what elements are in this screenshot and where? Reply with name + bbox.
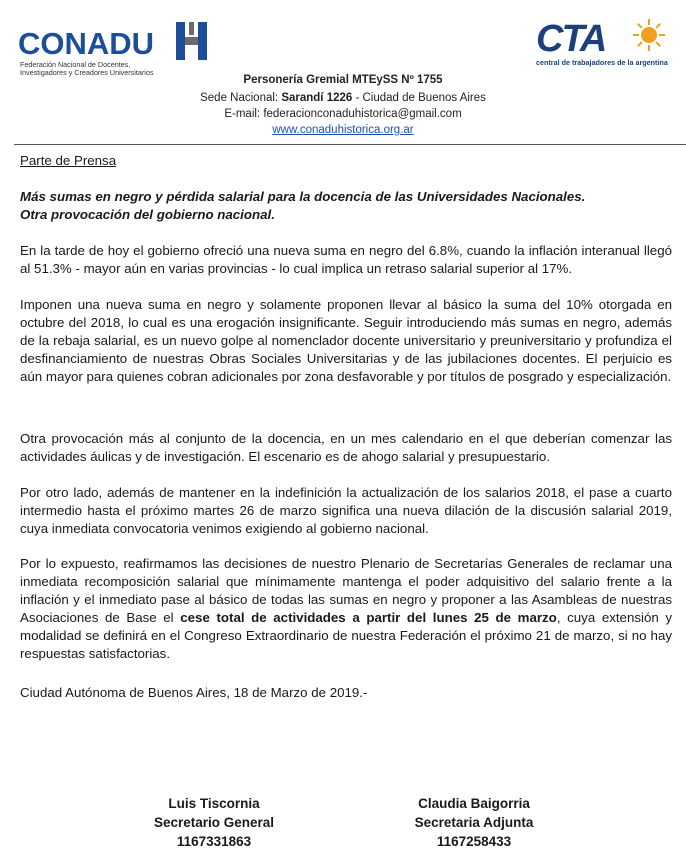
conadu-logo [18,18,218,78]
union-registration: Personería Gremial MTEySS Nº 1755 [243,74,443,86]
paragraph-1: En la tarde de hoy el gobierno ofreció una nueva suma en negro del 6.8%, cuando la inflación interanual llegó al 51.3% - mayor aún en varias provincias - lo cual implica un retraso salarial superior al 17%. [20,243,672,276]
press-title: Más sumas en negro y pérdida salarial para la docencia de las Universidades Nacionales. Otra provocación del gobierno nacional. [20,189,586,222]
paragraph-5: Por lo expuesto, reafirmamos las decisiones de nuestro Plenario de Secretarías Generales de reclamar una inmediata recomposición salarial que mínimamente mantenga el poder adquisitivo del salario frente a la inflación y el inmediato pase al básico de todas las sumas en negro y proponer a las Asambleas de nuestras Asociaciones de Base el cese total de actividades a partir del lunes 25 de marzo, cuya extensión y modalidad se definirá en el Congreso Extraordinario de nuestra Federación el próximo 21 de marzo, si no hay respuestas satisfactorias. [20,556,673,661]
conadu-h-emblem [176,22,210,60]
paragraph-4: Por otro lado, además de mantener en la indefinición la actualización de los salarios 2018, el pase a cuarto intermedio hasta el próximo martes 26 de marzo significa una nueva dilación de la discusión salarial 2019, cuya inmediata convocatoria venimos exigiendo al gobierno nacional. [20,485,672,536]
conadu-wordmark: CONADU [18,26,155,61]
cta-wordmark: CTA [536,18,606,60]
signature-block-right [384,794,564,851]
cta-subtitle: central de trabajadores de la argentina [536,58,668,67]
signature-block-left [124,794,304,851]
signatory-phone: 1167331863 [176,834,252,849]
signatory-role: Secretario General [153,815,275,830]
headquarters-address: Sede Nacional: Sarandí 1226 - Ciudad de Buenos Aires [200,92,486,104]
signatory-phone: 1167258433 [436,834,512,849]
section-label: Parte de Prensa [20,153,117,168]
signatory-role: Secretaria Adjunta [414,815,534,830]
website-link[interactable]: www.conaduhistorica.org.ar [272,124,414,136]
sun-icon [632,18,666,52]
contact-email: E-mail: federacionconaduhistorica@gmail.com [224,108,462,120]
signatory-name: Claudia Baigorria [418,796,530,811]
paragraph-3: Otra provocación más al conjunto de la docencia, en un mes calendario en el que deberían comenzar las actividades áulicas y de investigación. El escenario es de ahogo salarial y presupuestario. [20,431,672,464]
place-and-date: Ciudad Autónoma de Buenos Aires, 18 de Marzo de 2019.- [20,685,368,700]
cta-logo [532,16,668,72]
signatory-name: Luis Tiscornia [168,796,260,811]
conadu-subtitle: Federación Nacional de Docentes, Investigadores y Creadores Universitarios [20,60,154,77]
paragraph-2: Imponen una nueva suma en negro y solamente proponen llevar al básico la suma del 10% otorgada en octubre del 2018, lo cual es una erogación insignificante. Seguir introduciendo más sumas en negro, además de la rebaja salarial, es un nuevo golpe al nomenclador docente universitario y preuniversitario y profundiza el desfinanciamiento de nuestras Obras Sociales Universitarias y de las jubilaciones docentes. El perjuicio es aún mayor para quienes cobran adicionales por zona desfavorable y por títulos de posgrado y especialización. [20,297,672,384]
header-divider [14,144,686,145]
